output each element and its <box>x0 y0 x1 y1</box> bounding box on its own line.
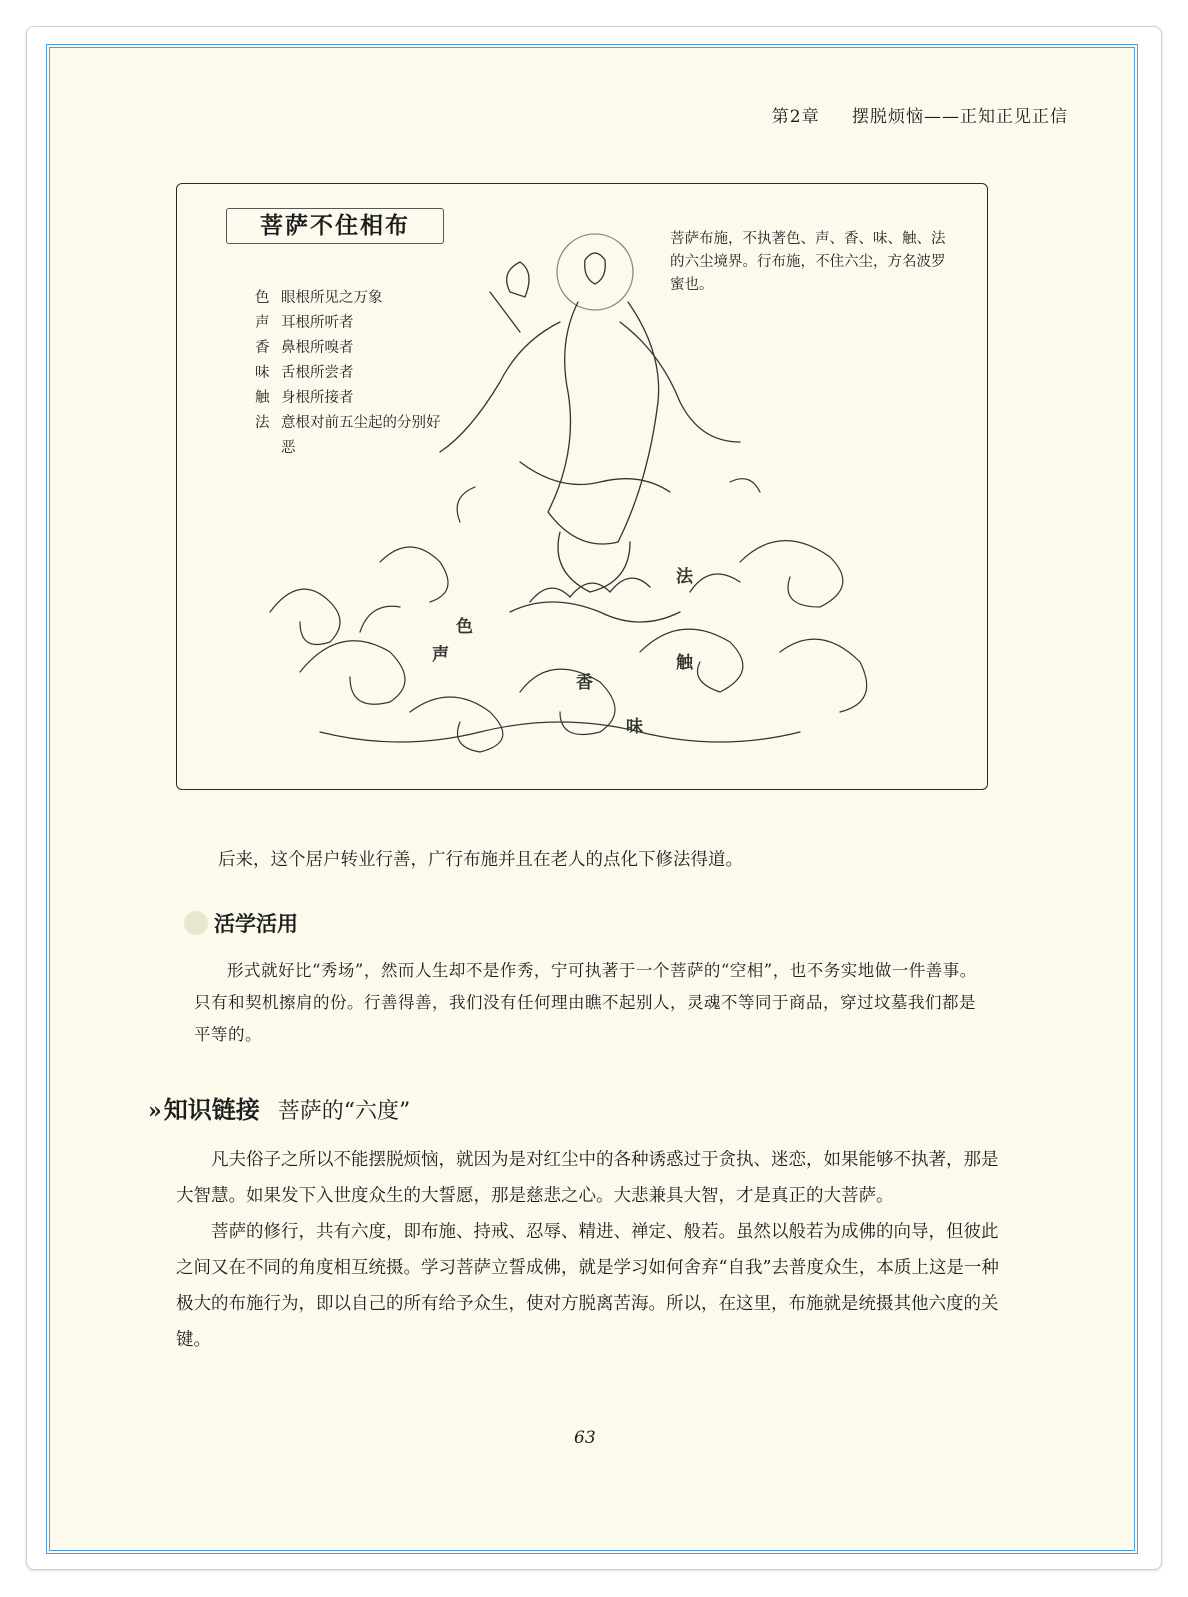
running-head <box>772 102 1068 127</box>
knowledge-paragraph: 凡夫俗子之所以不能摆脱烦恼，就因为是对红尘中的各种诱惑过于贪执、迷恋，如果能够不执著，那是大智慧。如果发下入世度众生的大誓愿，那是慈悲之心。大悲兼具大智，才是真正的大菩萨。 <box>176 1150 999 1206</box>
knowledge-subtitle: 菩萨的“六度” <box>277 1099 411 1124</box>
section-paragraph: 形式就好比“秀场”，然而人生却不是作秀，宁可执著于一个菩萨的“空相”，也不务实地做一件善事。只有和契机擦肩的份。行善得善，我们没有任何理由瞧不起别人，灵魂不等同于商品，穿过坟墓我们都是平等的。 <box>194 961 977 1044</box>
wave-label-wei: 味 <box>626 717 643 737</box>
wave-label-chu: 触 <box>676 653 693 673</box>
sense-char: 触 <box>255 390 270 406</box>
knowledge-link-heading <box>148 1090 410 1125</box>
illustration-caption: 菩萨布施，不执著色、声、香、味、触、法的六尘境界。行布施，不住六尘，方名波罗蜜也。 <box>670 231 946 293</box>
knowledge-label: 知识链接 <box>163 1095 260 1124</box>
section-heading <box>184 908 298 938</box>
sense-char: 法 <box>255 415 270 431</box>
chapter-number: 第2章 <box>771 107 820 127</box>
sense-desc: 意根对前五尘起的分别好恶 <box>281 415 441 456</box>
sense-desc: 舌根所尝者 <box>281 365 354 381</box>
wave-label-se: 色 <box>456 617 473 637</box>
sense-desc: 眼根所见之万象 <box>281 290 383 306</box>
section-title: 活学活用 <box>214 911 298 936</box>
sense-char: 色 <box>255 290 270 306</box>
knowledge-paragraph: 菩萨的修行，共有六度，即布施、持戒、忍辱、精进、禅定、般若。虽然以般若为成佛的向导，但彼此之间又在不同的角度相互统摄。学习菩萨立誓成佛，就是学习如何舍弃“自我”去普度众生，本质上这是一种极大的布施行为，即以自己的所有给予众生，使对方脱离苦海。所以，在这里，布施就是统摄其他六度的关键。 <box>176 1222 999 1350</box>
sense-desc: 身根所接者 <box>281 390 354 406</box>
sense-desc: 鼻根所嗅者 <box>281 340 354 356</box>
bullet-circle-icon <box>184 911 208 935</box>
sense-char: 声 <box>255 315 270 331</box>
wave-label-fa: 法 <box>676 567 693 587</box>
wave-label-sheng: 声 <box>432 645 449 665</box>
double-chevron-icon: » <box>148 1098 162 1124</box>
bodhisattva-illustration <box>260 232 900 782</box>
sense-desc: 耳根所听者 <box>281 315 354 331</box>
sense-char: 味 <box>255 365 270 381</box>
page-number: 63 <box>574 1428 596 1448</box>
narrative-line: 后来，这个居户转业行善，广行布施并且在老人的点化下修法得道。 <box>218 850 743 870</box>
knowledge-text <box>176 1142 1000 1358</box>
chapter-title: 摆脱烦恼——正知正见正信 <box>852 107 1068 127</box>
sense-char: 香 <box>255 340 270 356</box>
wave-label-xiang: 香 <box>576 673 593 693</box>
illustration-title: 菩萨不住相布 <box>226 208 444 244</box>
